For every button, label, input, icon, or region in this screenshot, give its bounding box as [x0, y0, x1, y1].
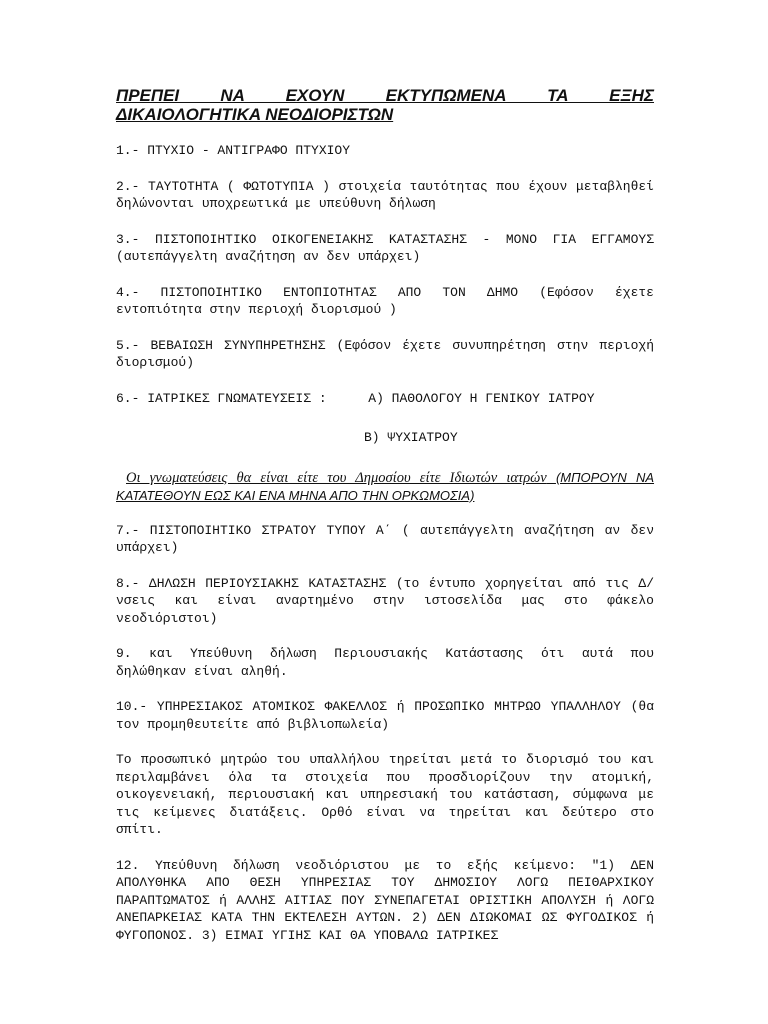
item-12: 12. Υπεύθυνη δήλωση νεοδιόριστου με το εξής κείμενο: "1) ΔΕΝ ΑΠΟΛΥΘΗΚΑ ΑΠΟ ΘΕΣΗ ΥΠΗΡΕΣΙΑΣ ΤΟΥ ΔΗΜΟΣΙΟΥ ΛΟΓΩ ΠΕΙΘΑΡΧΙΚΟΥ ΠΑΡΑΠΤΩΜΑΤΟΣ ή ΑΛΛΗΣ ΑΙΤΙΑΣ ΠΟΥ ΣΥΝΕΠΑΓΕΤΑΙ ΟΡΙΣΤΙΚΗ ΑΠΟΛΥΣΗ ή ΛΟΓΩ ΑΝΕΠΑΡΚΕΙΑΣ ΚΑΤΑ ΤΗΝ ΕΚΤΕΛΕΣΗ ΑΥΤΩΝ. 2) ΔΕΝ ΔΙΩΚΟΜΑΙ ΩΣ ΦΥΓΟΔΙΚΟΣ ή ΦΥΓΟΠΟΝΟΣ. 3) ΕΙΜΑΙ ΥΓΙΗΣ ΚΑΙ ΘΑ ΥΠΟΒΑΛΩ ΙΑΤΡΙΚΕΣ [116, 857, 654, 943]
medical-note-text: Οι γνωματεύσεις θα είναι είτε του Δημοσίου είτε Ιδιωτών ιατρών [126, 469, 547, 486]
item-1: 1.- ΠΤΥΧΙΟ - ΑΝΤΙΓΡΑΦΟ ΠΤΥΧΙΟΥ [116, 143, 351, 158]
item-8: 8.- ΔΗΛΩΣΗ ΠΕΡΙΟΥΣΙΑΚΗΣ ΚΑΤΑΣΤΑΣΗΣ (το έντυπο χορηγείται από τις Δ/νσεις και είναι αναρτημένο στην ιστοσελίδα μας στο φάκελο νεοδιόριστοι) [116, 575, 654, 626]
document-heading [116, 86, 654, 124]
item-10: 10.- ΥΠΗΡΕΣΙΑΚΟΣ ΑΤΟΜΙΚΟΣ ΦΑΚΕΛΛΟΣ ή ΠΡΟΣΩΠΙΚΟ ΜΗΤΡΩΟ ΥΠΑΛΛΗΛΟΥ (θα τον προμηθευτείτε από βιβλιοπωλεία) [116, 699, 654, 732]
heading-line-2: ΔΙΚΑΙΟΛΟΓΗΤΙΚΑ ΝΕΟΔΙΟΡΙΣΤΩΝ [116, 105, 394, 124]
medical-note-deadline: (ΜΠΟΡΟΥΝ ΝΑ ΚΑΤΑΤΕΘΟΥΝ ΕΩΣ ΚΑΙ ΕΝΑ ΜΗΝΑ ΑΠΟ ΤΗΝ ΟΡΚΩΜΟΣΙΑ) [116, 469, 655, 503]
item-4: 4.- ΠΙΣΤΟΠΟΙΗΤΙΚΟ ΕΝΤΟΠΙΟΤΗΤΑΣ ΑΠΟ ΤΟΝ ΔΗΜΟ (Εφόσον έχετε εντοπιότητα στην περιοχή διορισμού ) [116, 284, 654, 317]
paragraph-personal-record: Το προσωπικό μητρώο του υπαλλήλου τηρείται μετά το διορισμό του και περιλαμβάνει όλα τα στοιχεία που προσδιορίζουν την ατομική, οικογενειακή, περιουσιακή και υπηρεσιακή του κατάσταση, σύμφωνα με τις κείμενες διατάξεις. Ορθό είναι να τηρείται και δεύτερο στο σπίτι. [116, 752, 654, 837]
document-page [116, 86, 654, 962]
item-6-option-b: Β) ΨΥΧΙΑΤΡΟΥ [364, 430, 458, 445]
item-9: 9. και Υπεύθυνη δήλωση Περιουσιακής Κατάστασης ότι αυτά που δηλώθηκαν είναι αληθή. [116, 646, 654, 679]
item-6-label: 6.- ΙΑΤΡΙΚΕΣ ΓΝΩΜΑΤΕΥΣΕΙΣ : [116, 390, 327, 406]
item-2: 2.- ΤΑΥΤΟΤΗΤΑ ( ΦΩΤΟΤΥΠΙΑ ) στοιχεία ταυτότητας που έχουν μεταβληθεί δηλώνονται υποχρεωτικά με υπεύθυνη δήλωση [116, 178, 654, 211]
item-6 [116, 390, 654, 408]
item-5: 5.- ΒΕΒΑΙΩΣΗ ΣΥΝΥΠΗΡΕΤΗΣΗΣ (Εφόσον έχετε συνυπηρέτηση στην περιοχή διορισμού) [116, 337, 654, 370]
medical-note [116, 469, 654, 505]
item-7: 7.- ΠΙΣΤΟΠΟΙΗΤΙΚΟ ΣΤΡΑΤΟΥ ΤΥΠΟΥ Α΄ ( αυτεπάγγελτη αναζήτηση αν δεν υπάρχει) [116, 522, 654, 555]
heading-line-1: ΠΡΕΠΕΙ ΝΑ ΕΧΟΥΝ ΕΚΤΥΠΩΜΕΝΑ ΤΑ ΕΞΗΣ [116, 86, 654, 105]
item-3: 3.- ΠΙΣΤΟΠΟΙΗΤΙΚΟ ΟΙΚΟΓΕΝΕΙΑΚΗΣ ΚΑΤΑΣΤΑΣΗΣ - ΜΟΝΟ ΓΙΑ ΕΓΓΑΜΟΥΣ (αυτεπάγγελτη αναζήτηση αν δεν υπάρχει) [116, 231, 654, 264]
item-6-option-a: Α) ΠΑΘΟΛΟΓΟΥ Η ΓΕΝΙΚΟΥ ΙΑΤΡΟΥ [368, 390, 595, 406]
